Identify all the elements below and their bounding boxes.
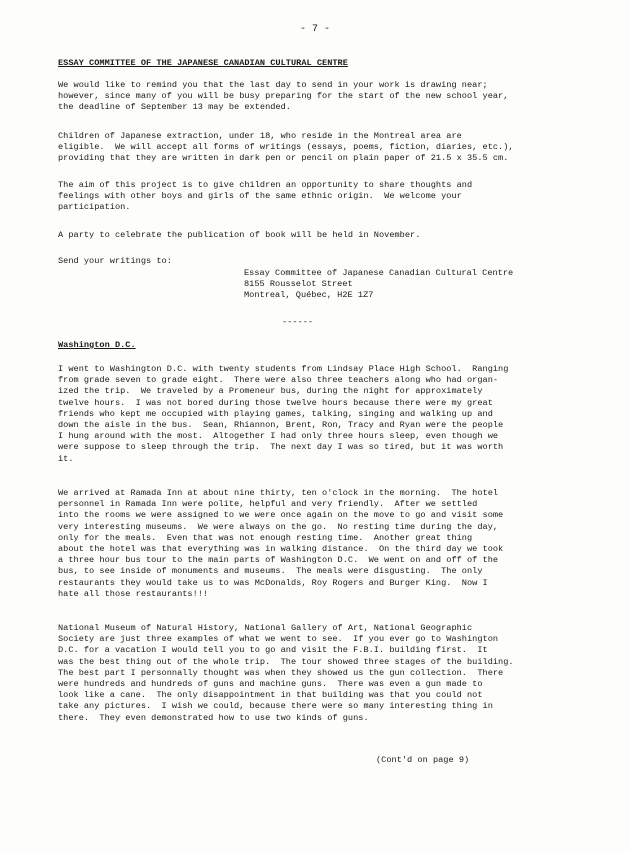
essay-paragraph-eligibility xyxy=(58,131,588,165)
text-line: from grade seven to grade eight. There were also three teachers along who had organ- xyxy=(58,375,499,386)
essay-paragraph-reminder xyxy=(58,80,588,114)
text-line: I hung around with the most. Altogether I had only three hours sleep, even though we xyxy=(58,431,499,442)
washington-paragraph-trip xyxy=(58,364,588,465)
essay-paragraph-party xyxy=(58,230,588,241)
text-line: friends who kept me occupied with playing games, talking, singing and walking up and xyxy=(58,408,493,419)
text-line: We would like to remind you that the last day to send in your work is drawing near; xyxy=(58,80,488,90)
text-line: I went to Washington D.C. with twenty students from Lindsay Place High School. Ranging xyxy=(58,364,509,374)
text-line: only for the meals. Even that was not enough resting time. Another great thing xyxy=(58,532,473,543)
washington-paragraph-museums xyxy=(58,623,588,724)
text-line: very interesting museums. We were always on the go. No resting time during the day, xyxy=(58,521,499,532)
address-line: 8155 Rousselot Street xyxy=(244,279,353,290)
text-line: look like a cane. The only disappointment in that building was that you could not xyxy=(58,690,483,701)
text-line: The aim of this project is to give children an opportunity to share thoughts and xyxy=(58,180,473,190)
address-line: Montreal, Québec, H2E 1Z7 xyxy=(244,290,374,301)
text-line: bus, to see inside of monuments and museums. The meals were disgusting. The only xyxy=(58,566,483,577)
text-line: were hundreds and hundreds of guns and machine guns. There was even a gun made to xyxy=(58,679,483,690)
text-line: Send your writings to: xyxy=(58,256,172,266)
mailing-address xyxy=(244,268,513,302)
text-line: Children of Japanese extraction, under 18, who reside in the Montreal area are xyxy=(58,131,462,141)
text-line: it. xyxy=(58,453,74,464)
text-line: there. They even demonstrated how to use two kinds of guns. xyxy=(58,712,369,723)
address-line: Essay Committee of Japanese Canadian Cultural Centre xyxy=(244,268,514,278)
text-line: the deadline of September 13 may be extended. xyxy=(58,102,291,113)
text-line: were suppose to sleep through the trip. The next day I was so tired, but it was worth xyxy=(58,442,504,453)
text-line: take any pictures. I wish we could, because there were so many interesting thing in xyxy=(58,701,493,712)
essay-paragraph-send xyxy=(58,256,588,267)
text-line: National Museum of Natural History, National Gallery of Art, National Geographic xyxy=(58,623,473,633)
text-line: about the hotel was that everything was in walking distance. On the third day we took xyxy=(58,544,504,555)
text-line: however, since many of you will be busy preparing for the start of the new school year, xyxy=(58,91,509,102)
text-line: personnel in Ramada Inn were polite, helpful and very friendly. After we settled xyxy=(58,499,478,510)
text-line: ized the trip. We traveled by a Promeneur bus, during the night for approximately xyxy=(58,386,483,397)
text-line: down the aisle in the bus. Sean, Rhiannon, Brent, Ron, Tracy and Ryan were the people xyxy=(58,420,504,431)
text-line: hate all those restaurants!!! xyxy=(58,588,209,599)
section-divider: ------ xyxy=(282,317,314,327)
text-line: The best part I personnally thought was when they showed us the gun collection. There xyxy=(58,667,504,678)
text-line: a three hour bus tour to the main parts of Washington D.C. We went on and off of the xyxy=(58,555,499,566)
text-line: restaurants they would take us to was McDonalds, Roy Rogers and Burger King. Now I xyxy=(58,577,488,588)
text-line: into the rooms we were assigned to we were once again on the move to go and visit some xyxy=(58,510,504,521)
text-line: feelings with other boys and girls of the same ethnic origin. We welcome your xyxy=(58,191,462,202)
essay-committee-heading: ESSAY COMMITTEE OF THE JAPANESE CANADIAN CULTURAL CENTRE xyxy=(58,58,348,68)
page-number: - 7 - xyxy=(299,24,331,35)
text-line: We arrived at Ramada Inn at about nine thirty, ten o'clock in the morning. The hotel xyxy=(58,488,499,498)
text-line: participation. xyxy=(58,202,131,213)
text-line: twelve hours. I was not bored during those twelve hours because there were my great xyxy=(58,397,493,408)
text-line: Society are just three examples of what we went to see. If you ever go to Washington xyxy=(58,634,499,645)
continued-note: (Cont'd on page 9) xyxy=(376,755,470,765)
text-line: eligible. We will accept all forms of writings (essays, poems, fiction, diaries, etc.), xyxy=(58,142,514,153)
text-line: providing that they are written in dark pen or pencil on plain paper of 21.5 x 35.5 cm. xyxy=(58,153,509,164)
text-line: A party to celebrate the publication of book will be held in November. xyxy=(58,230,421,240)
text-line: D.C. for a vacation I would tell you to go and visit the F.B.I. building first. It xyxy=(58,645,488,656)
washington-paragraph-hotel xyxy=(58,488,588,600)
washington-heading: Washington D.C. xyxy=(58,340,136,350)
text-line: was the best thing out of the whole trip. The tour showed three stages of the building. xyxy=(58,656,514,667)
essay-paragraph-aim xyxy=(58,180,588,214)
